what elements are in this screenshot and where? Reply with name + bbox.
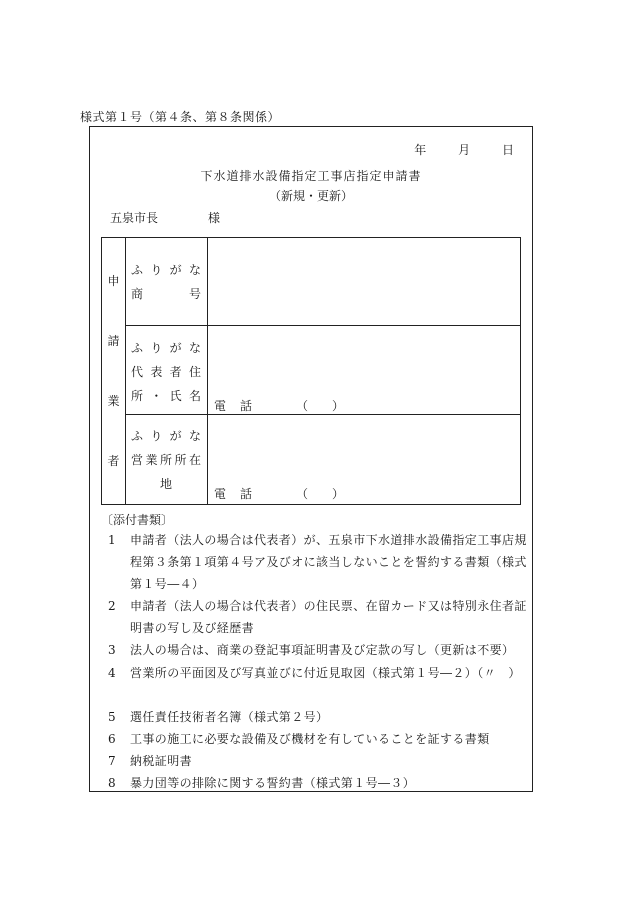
table-divider bbox=[125, 414, 520, 415]
trade-name-label bbox=[131, 258, 201, 306]
applicant-vertical-char: 請 bbox=[107, 334, 120, 348]
telephone-field bbox=[214, 397, 344, 414]
furigana-line: ふ り が な bbox=[131, 429, 201, 443]
addressee-honorific: 様 bbox=[208, 211, 221, 225]
form-number-label: 様式第１号（第４条、第８条関係） bbox=[80, 110, 281, 124]
trade-name-line: 商 号 bbox=[131, 287, 201, 301]
telephone-parens: （ ） bbox=[296, 487, 345, 501]
attachment-item: 1 申請者（法人の場合は代表者）が、五泉市下水道排水設備指定工事店規程第３条第１項第４号ア及びオに該当しないことを誓約する書類（様式第１号―４） bbox=[108, 533, 527, 591]
date-row bbox=[414, 141, 514, 158]
telephone-field bbox=[214, 485, 344, 502]
applicant-vertical-char: 者 bbox=[107, 454, 120, 468]
attachment-item: 2 申請者（法人の場合は代表者）の住民票、在留カード又は特別永住者証明書の写し及び経歴書 bbox=[108, 599, 527, 635]
document-title: 下水道排水設備指定工事店指定申請書 bbox=[200, 169, 422, 183]
furigana-line: ふ り が な bbox=[131, 341, 201, 355]
telephone-parens: （ ） bbox=[296, 399, 345, 413]
telephone-label: 電話 bbox=[214, 399, 267, 413]
table-divider bbox=[125, 325, 520, 326]
day-label: 日 bbox=[501, 143, 514, 157]
location-line: 地 bbox=[159, 477, 172, 491]
applicant-vertical-char: 業 bbox=[107, 394, 120, 408]
document-subtitle: （新規・更新） bbox=[268, 189, 353, 203]
office-line: 営 業 所 所 在 bbox=[131, 453, 201, 467]
addressee-name: 五泉市長 bbox=[110, 211, 159, 225]
office-location-label bbox=[131, 424, 201, 496]
application-form-frame: 年 月 日 下水道排水設備指定工事店指定申請書 （新規・更新） 五泉市長 様 申 請 業 者 ふ り が な 商 号 ふ り が な 代 表 者 住 所 ・ 氏 名 電話 （ ） ふ り が な 営 業 所 所 在 地 電話 （ ） 〔添付書類〕 1 申請者（法人の場合は代表者）が、五泉市下水道排水設備指定工事店規程第３条第１項第４号ア及びオに該当しないことを誓約する書類（様式第１号―４） 2 申請者（法人の場合は代表者）の住民票、在留カード又は特別永住者証明書の写し及び経歴書 3 法人の場合は、商業の登記事項証明書及び定款の写し（更新は不要） 4 営業所の平面図及び写真並びに付近見取図（様式第１号―２）（〃 ） 5 選任責任技術者名簿（様式第２号） 6 工事の施工に必要な設備及び機材を有していることを証する書類 7 納税証明書 8 暴力団等の排除に関する誓約書（様式第１号―３） bbox=[89, 126, 533, 792]
furigana-line: ふ り が な bbox=[131, 263, 201, 277]
table-divider bbox=[207, 238, 208, 504]
addressee bbox=[110, 209, 220, 226]
attachment-item: 4 営業所の平面図及び写真並びに付近見取図（様式第１号―２）（〃 ） bbox=[108, 666, 521, 680]
representative-label bbox=[131, 336, 201, 408]
month-label: 月 bbox=[458, 143, 471, 157]
telephone-label: 電話 bbox=[214, 487, 267, 501]
address-name-line: 所 ・ 氏 名 bbox=[131, 389, 201, 403]
representative-line: 代 表 者 住 bbox=[131, 365, 201, 379]
year-label: 年 bbox=[414, 143, 427, 157]
attachments-title: 〔添付書類〕 bbox=[101, 513, 174, 527]
applicant-vertical-char: 申 bbox=[107, 274, 120, 288]
table-divider bbox=[125, 238, 126, 504]
applicant-table bbox=[101, 237, 521, 505]
